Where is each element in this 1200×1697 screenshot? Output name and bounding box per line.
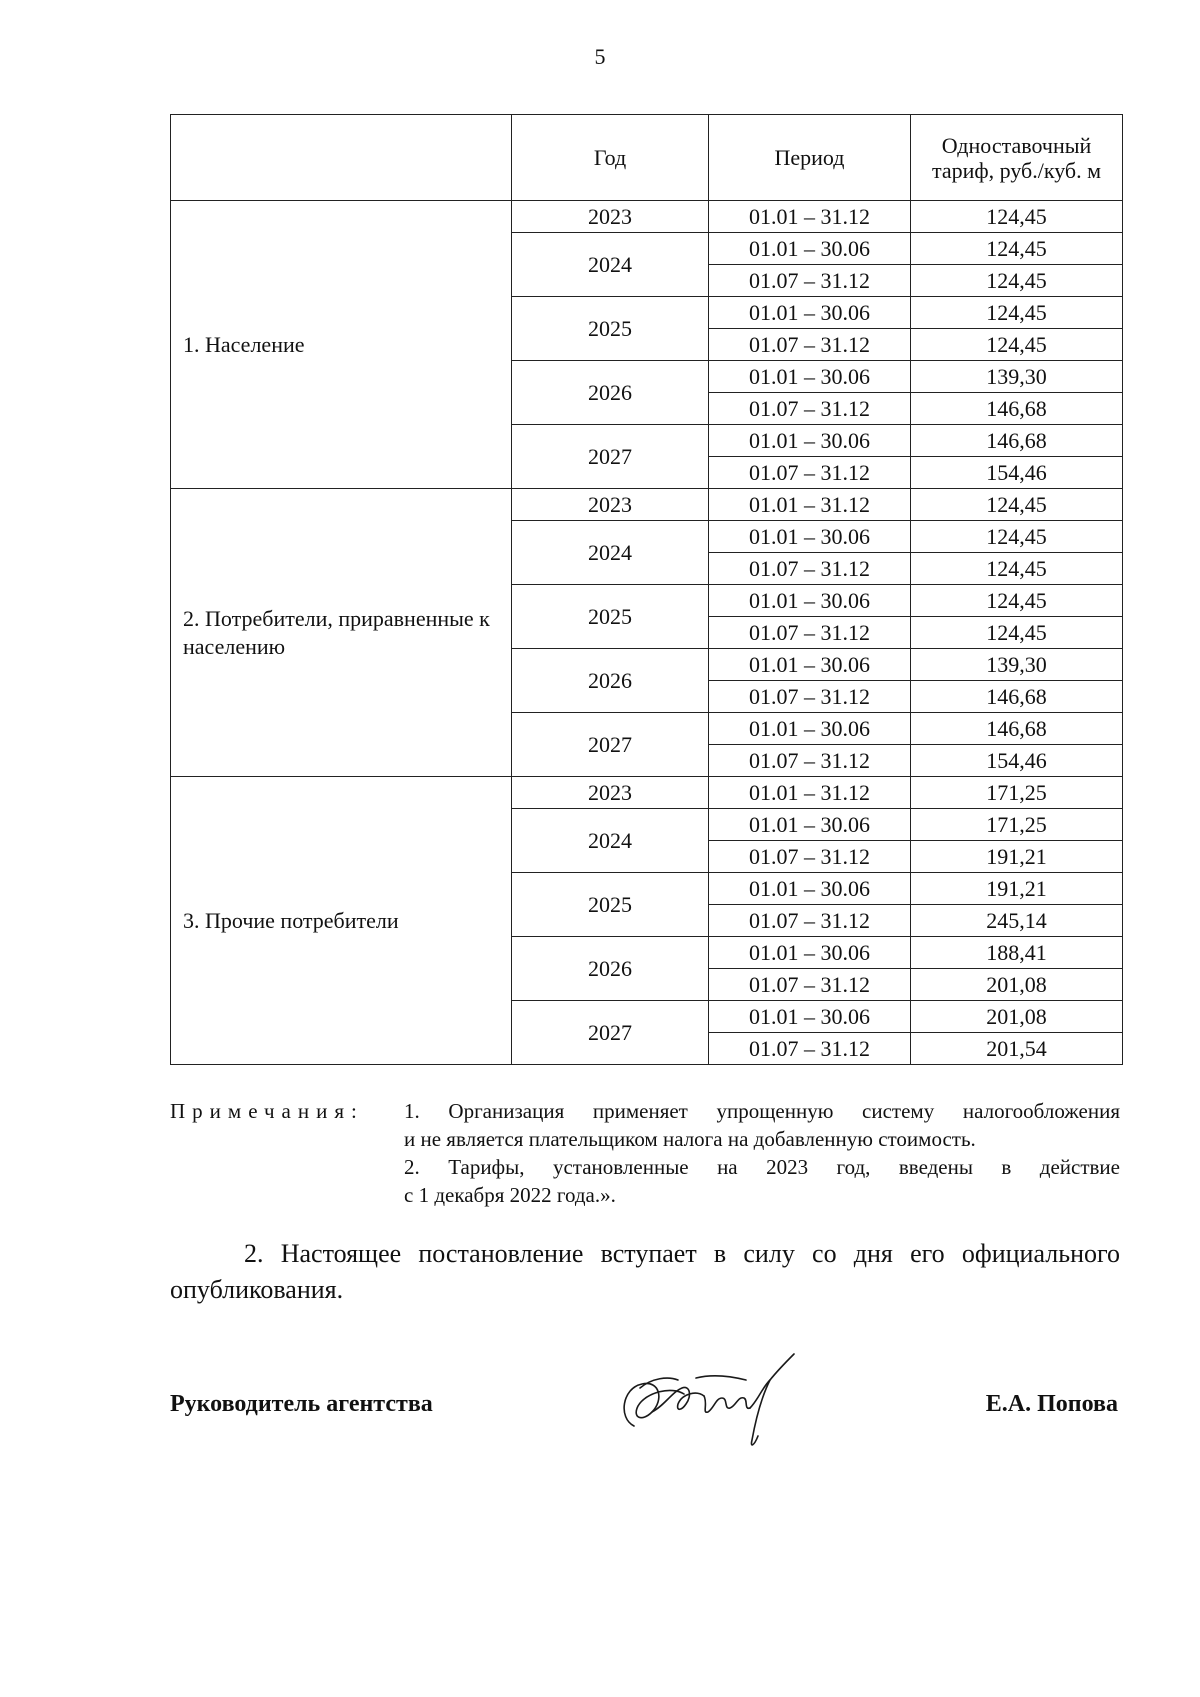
year-cell: 2027 — [512, 425, 709, 489]
period-cell: 01.07 – 31.12 — [709, 969, 911, 1001]
tariff-table — [170, 114, 1123, 1065]
category-cell: 1. Население — [171, 201, 512, 489]
period-cell: 01.07 – 31.12 — [709, 393, 911, 425]
period-cell: 01.07 – 31.12 — [709, 745, 911, 777]
period-cell: 01.01 – 30.06 — [709, 425, 911, 457]
tariff-cell: 245,14 — [911, 905, 1123, 937]
year-cell: 2025 — [512, 873, 709, 937]
table-row — [171, 489, 1123, 521]
header-tariff: Одноставочный тариф, руб./куб. м — [911, 115, 1123, 201]
period-cell: 01.01 – 31.12 — [709, 489, 911, 521]
tariff-table-body — [171, 201, 1123, 1065]
tariff-cell: 124,45 — [911, 329, 1123, 361]
year-cell: 2025 — [512, 297, 709, 361]
tariff-cell: 201,54 — [911, 1033, 1123, 1065]
table-row — [171, 201, 1123, 233]
note-2-line-1: 2. Тарифы, установленные на 2023 год, введены в действие — [404, 1155, 1120, 1179]
tariff-cell: 124,45 — [911, 585, 1123, 617]
header-year: Год — [512, 115, 709, 201]
note-1-line-1: 1. Организация применяет упрощенную систему налогообложения — [404, 1099, 1120, 1123]
year-cell: 2024 — [512, 233, 709, 297]
page-number: 5 — [594, 44, 606, 69]
tariff-cell: 139,30 — [911, 649, 1123, 681]
period-cell: 01.07 – 31.12 — [709, 905, 911, 937]
period-cell: 01.01 – 30.06 — [709, 809, 911, 841]
header-period: Период — [709, 115, 911, 201]
period-cell: 01.07 – 31.12 — [709, 553, 911, 585]
header-category — [171, 115, 512, 201]
period-cell: 01.01 – 30.06 — [709, 873, 911, 905]
period-cell: 01.07 – 31.12 — [709, 1033, 911, 1065]
tariff-cell: 146,68 — [911, 681, 1123, 713]
tariff-cell: 139,30 — [911, 361, 1123, 393]
notes-label: Примечания: — [170, 1099, 364, 1123]
tariff-cell: 146,68 — [911, 393, 1123, 425]
tariff-cell: 171,25 — [911, 809, 1123, 841]
period-cell: 01.07 – 31.12 — [709, 329, 911, 361]
clause-line-2: опубликования. — [170, 1275, 344, 1304]
period-cell: 01.07 – 31.12 — [709, 265, 911, 297]
period-cell: 01.01 – 31.12 — [709, 201, 911, 233]
period-cell: 01.01 – 30.06 — [709, 585, 911, 617]
tariff-cell: 171,25 — [911, 777, 1123, 809]
signatory-position: Руководитель агентства — [170, 1391, 433, 1417]
tariff-cell: 124,45 — [911, 617, 1123, 649]
tariff-cell: 191,21 — [911, 873, 1123, 905]
period-cell: 01.01 – 30.06 — [709, 297, 911, 329]
period-cell: 01.01 – 30.06 — [709, 361, 911, 393]
tariff-cell: 124,45 — [911, 553, 1123, 585]
year-cell: 2023 — [512, 489, 709, 521]
year-cell: 2027 — [512, 1001, 709, 1065]
clause-line-1: 2. Настоящее постановление вступает в силу со дня его официального — [244, 1239, 1120, 1268]
year-cell: 2023 — [512, 777, 709, 809]
period-cell: 01.01 – 30.06 — [709, 1001, 911, 1033]
period-cell: 01.07 – 31.12 — [709, 841, 911, 873]
tariff-cell: 154,46 — [911, 745, 1123, 777]
period-cell: 01.01 – 30.06 — [709, 649, 911, 681]
period-cell: 01.01 – 30.06 — [709, 521, 911, 553]
tariff-cell: 124,45 — [911, 233, 1123, 265]
tariff-cell: 124,45 — [911, 201, 1123, 233]
tariff-cell: 201,08 — [911, 969, 1123, 1001]
table-row — [171, 777, 1123, 809]
tariff-cell: 124,45 — [911, 489, 1123, 521]
notes-body — [404, 1097, 1120, 1209]
period-cell: 01.07 – 31.12 — [709, 617, 911, 649]
tariff-cell: 201,08 — [911, 1001, 1123, 1033]
tariff-cell: 146,68 — [911, 425, 1123, 457]
year-cell: 2024 — [512, 521, 709, 585]
note-1-line-2: и не является плательщиком налога на добавленную стоимость. — [404, 1127, 976, 1151]
year-cell: 2026 — [512, 361, 709, 425]
year-cell: 2026 — [512, 649, 709, 713]
signatory-name: Е.А. Попова — [985, 1391, 1118, 1417]
tariff-cell: 191,21 — [911, 841, 1123, 873]
year-cell: 2023 — [512, 201, 709, 233]
tariff-cell: 154,46 — [911, 457, 1123, 489]
period-cell: 01.07 – 31.12 — [709, 457, 911, 489]
tariff-cell: 188,41 — [911, 937, 1123, 969]
note-2-line-2: с 1 декабря 2022 года.». — [404, 1183, 616, 1207]
table-header-row — [171, 115, 1123, 201]
period-cell: 01.01 – 30.06 — [709, 937, 911, 969]
year-cell: 2027 — [512, 713, 709, 777]
effective-clause — [170, 1236, 1120, 1308]
period-cell: 01.01 – 30.06 — [709, 233, 911, 265]
category-cell: 3. Прочие потребители — [171, 777, 512, 1065]
tariff-cell: 124,45 — [911, 521, 1123, 553]
year-cell: 2025 — [512, 585, 709, 649]
tariff-cell: 124,45 — [911, 297, 1123, 329]
category-cell: 2. Потребители, приравненные к населению — [171, 489, 512, 777]
tariff-cell: 146,68 — [911, 713, 1123, 745]
period-cell: 01.01 – 31.12 — [709, 777, 911, 809]
year-cell: 2024 — [512, 809, 709, 873]
year-cell: 2026 — [512, 937, 709, 1001]
period-cell: 01.01 – 30.06 — [709, 713, 911, 745]
period-cell: 01.07 – 31.12 — [709, 681, 911, 713]
handwritten-signature — [612, 1348, 812, 1453]
tariff-cell: 124,45 — [911, 265, 1123, 297]
